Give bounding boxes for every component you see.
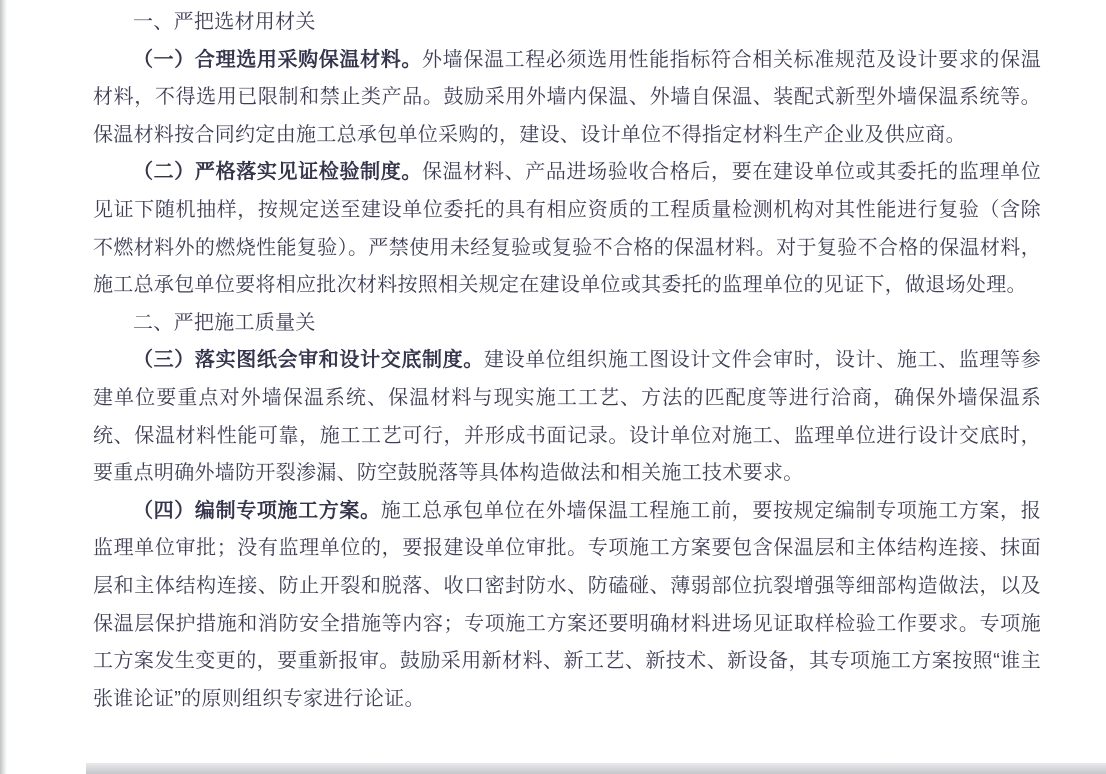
section-heading-2-text: 二、严把施工质量关 <box>133 311 316 334</box>
page-left-edge-shadow <box>0 0 7 774</box>
paragraph-4-lead: （四）编制专项施工方案。 <box>133 499 381 522</box>
paragraph-3 <box>93 342 1041 492</box>
paragraph-2 <box>93 154 1041 304</box>
paragraph-1 <box>93 42 1041 155</box>
paragraph-2-lead: （二）严格落实见证检验制度。 <box>133 161 423 184</box>
section-heading-1-text: 一、严把选材用材关 <box>133 11 316 33</box>
paragraph-1-lead: （一）合理选用采购保温材料。 <box>133 48 423 71</box>
paragraph-4-body: 施工总承包单位在外墙保温工程施工前，要按规定编制专项施工方案，报监理单位审批；没有监理单位的，要报建设单位审批。专项施工方案要包含保温层和主体结构连接、抹面层和主体结构连接、防止开裂和脱落、收口密封防水、防磕碰、薄弱部位抗裂增强等细部构造做法，以及保温层保护措施和消防安全措施等内容；专项施工方案还要明确材料进场见证取样检验工作要求。专项施工方案发生变更的，要重新报审。鼓励采用新材料、新工艺、新技术、新设备，其专项施工方案按照“谁主张谁论证”的原则组织专家进行论证。 <box>93 499 1041 710</box>
section-heading-2 <box>93 305 1041 343</box>
paragraph-4 <box>93 493 1041 719</box>
document-body <box>93 4 1041 718</box>
page-bottom-edge-shadow <box>86 763 1106 774</box>
paragraph-1-body: 外墙保温工程必须选用性能指标符合相关标准规范及设计要求的保温材料，不得选用已限制和禁止类产品。鼓励采用外墙内保温、外墙自保温、装配式新型外墙保温系统等。保温材料按合同约定由施工总承包单位采购的，建设、设计单位不得指定材料生产企业及供应商。 <box>93 48 1042 146</box>
paragraph-2-body: 保温材料、产品进场验收合格后，要在建设单位或其委托的监理单位见证下随机抽样，按规定送至建设单位委托的具有相应资质的工程质量检测机构对其性能进行复验（含除不燃材料外的燃烧性能复验）。严禁使用未经复验或复验不合格的保温材料。对于复验不合格的保温材料，施工总承包单位要将相应批次材料按照相关规定在建设单位或其委托的监理单位的见证下，做退场处理。 <box>93 161 1042 297</box>
paragraph-3-lead: （三）落实图纸会审和设计交底制度。 <box>133 349 484 372</box>
paragraph-3-body: 建设单位组织施工图设计文件会审时，设计、施工、监理等参建单位要重点对外墙保温系统、保温材料与现实施工工艺、方法的匹配度等进行洽商，确保外墙保温系统、保温材料性能可靠，施工工艺可行，并形成书面记录。设计单位对施工、监理单位进行设计交底时，要重点明确外墙防开裂渗漏、防空鼓脱落等具体构造做法和相关施工技术要求。 <box>93 349 1041 485</box>
section-heading-1 <box>93 4 1041 42</box>
